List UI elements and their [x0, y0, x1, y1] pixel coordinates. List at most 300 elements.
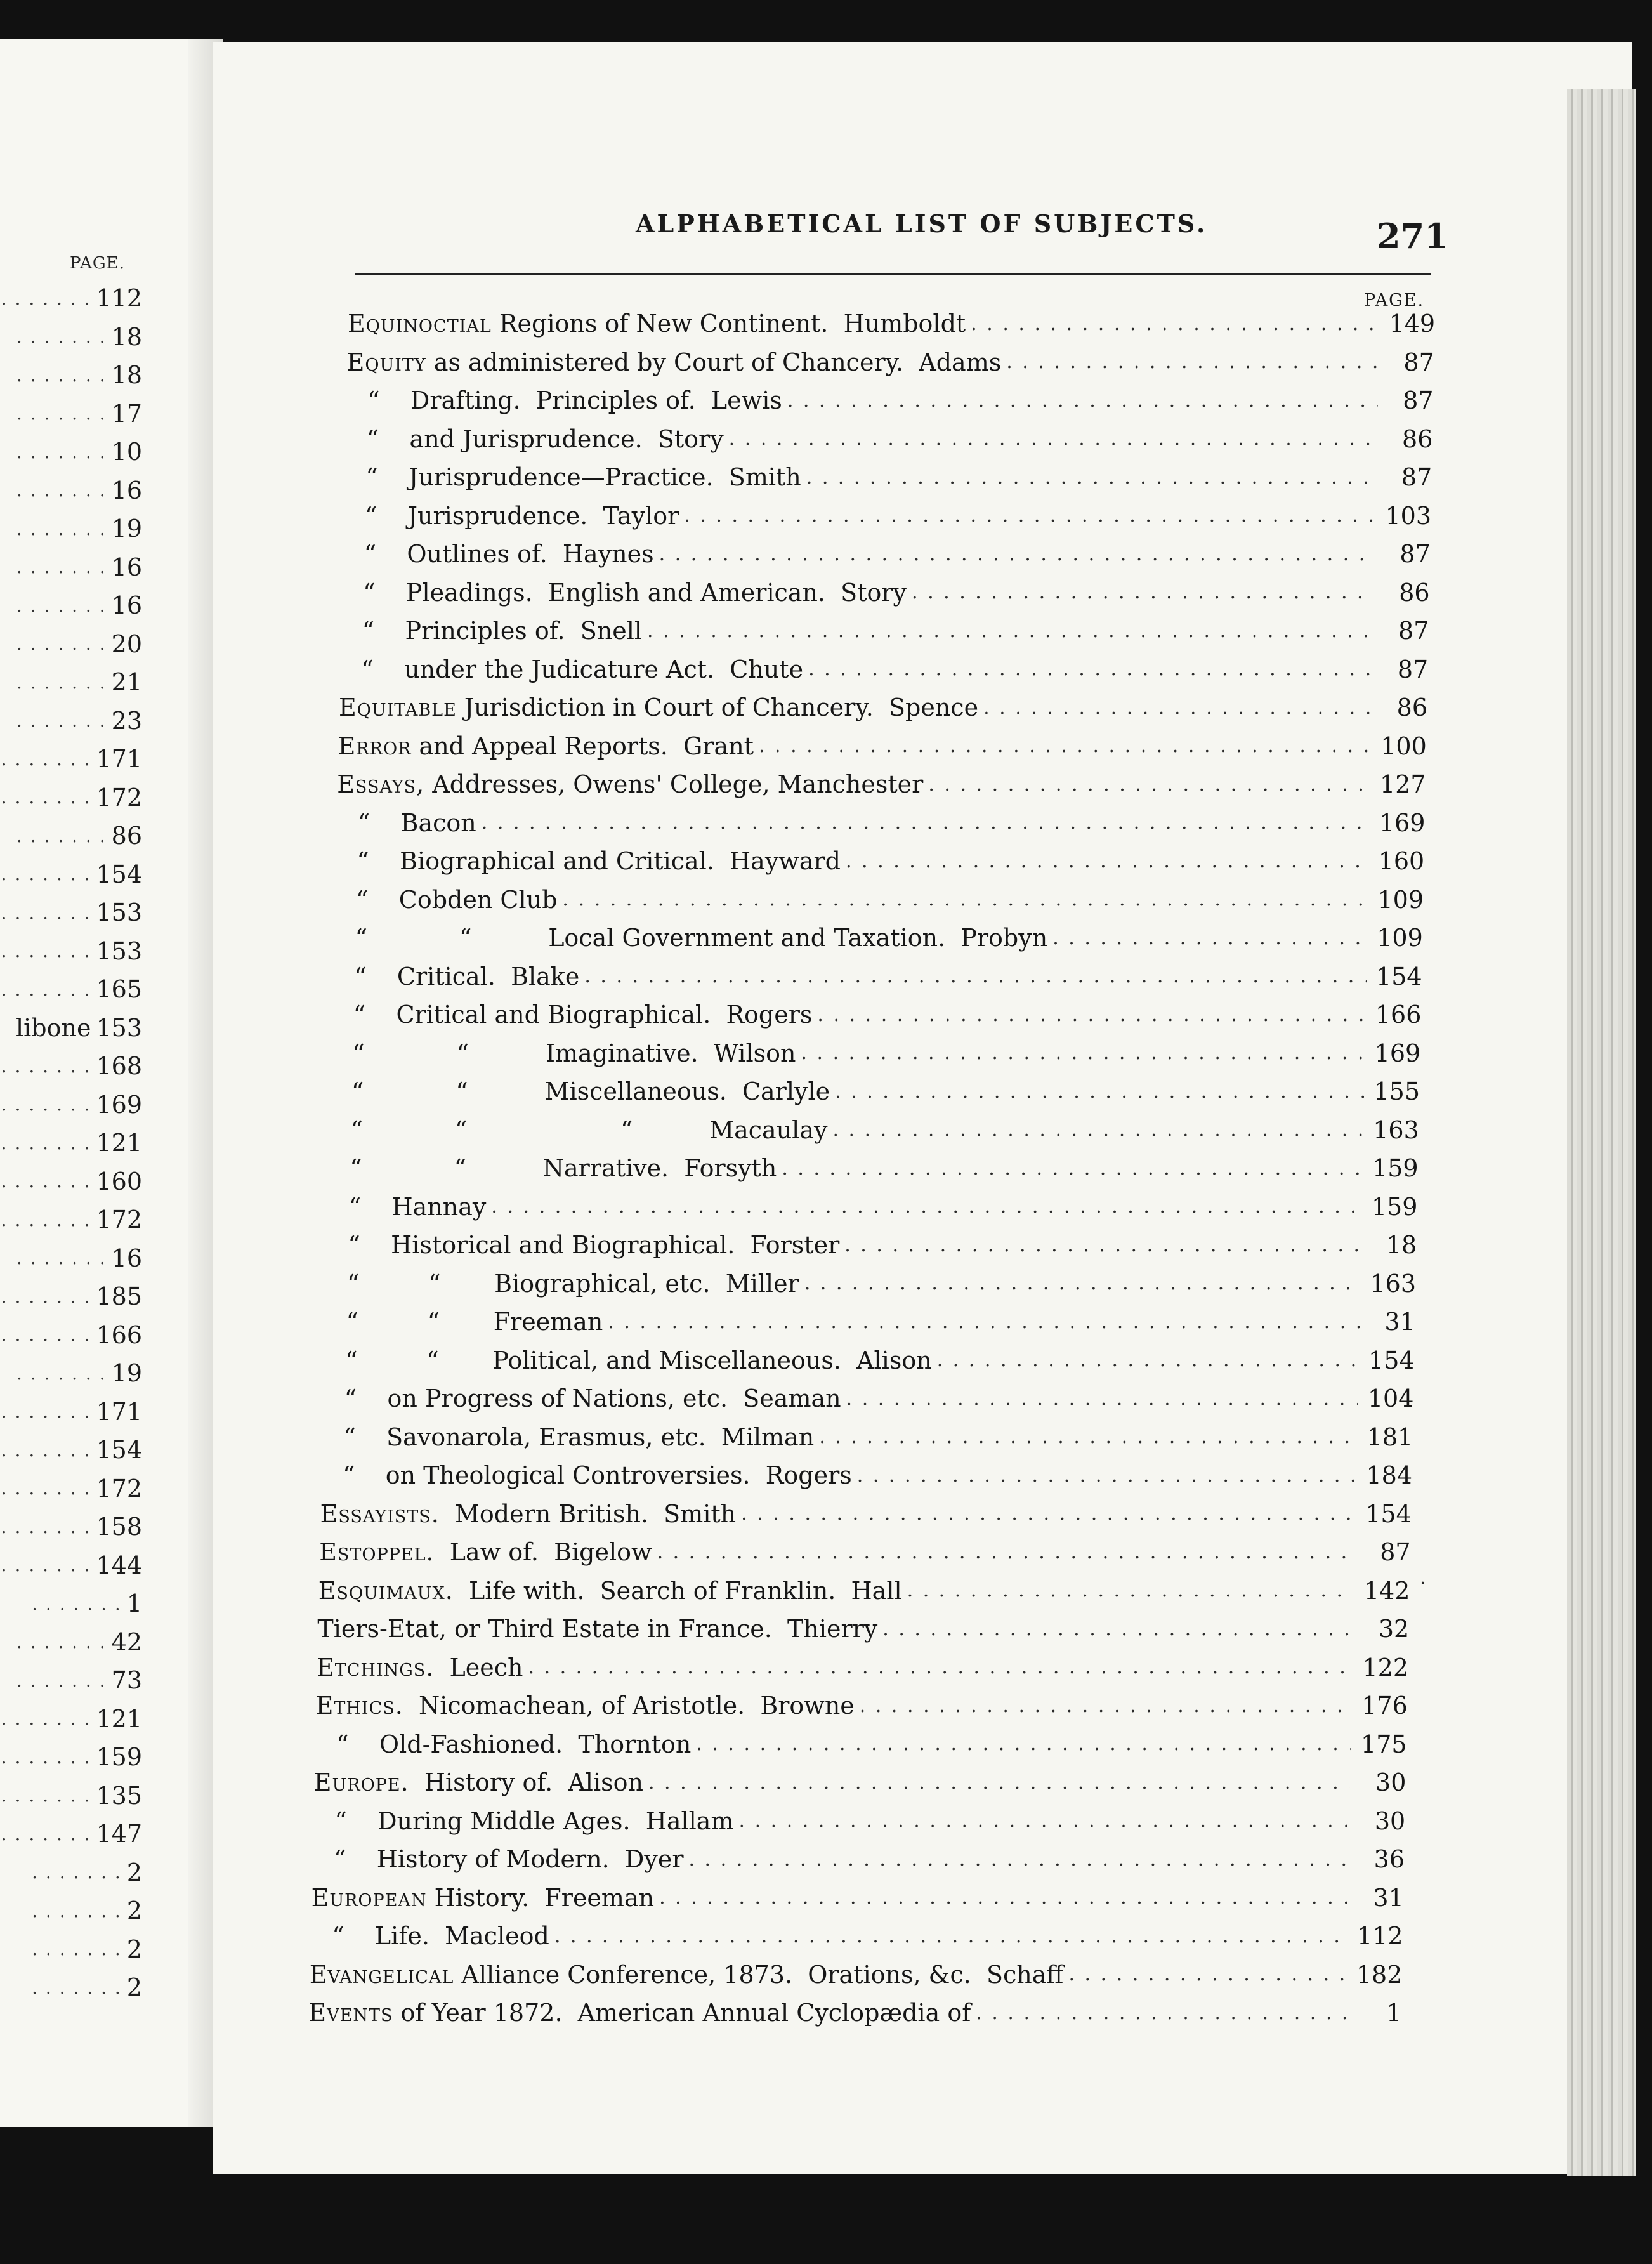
entry-page-number: 160: [1378, 847, 1425, 875]
entry-page-number: 112: [1357, 1922, 1403, 1950]
entry-text: [348, 1231, 839, 1259]
left-page-number: 121: [96, 1129, 142, 1157]
index-entry: [347, 1265, 1416, 1303]
left-page-number: 168: [96, 1052, 142, 1080]
leader-dots: . . . . . . .: [32, 1862, 122, 1883]
leader-dots: [659, 1886, 1348, 1909]
entry-page-number: 159: [1372, 1154, 1419, 1182]
entry-text: [348, 310, 966, 338]
entry-title: “ History of Modern. Dyer: [334, 1845, 684, 1873]
entry-page-number: 86: [1402, 425, 1433, 453]
index-entry: [337, 765, 1426, 803]
leader-dots: [729, 428, 1377, 450]
entry-title: Leech: [434, 1653, 523, 1682]
index-entry: [362, 612, 1429, 650]
leader-dots: . . . . . . .: [16, 1669, 107, 1691]
leader-dots: . . . . . . .: [1, 287, 91, 309]
left-page-row: [0, 1124, 142, 1162]
entry-title: “ and Jurisprudence. Story: [366, 425, 724, 453]
entry-text: [354, 963, 579, 991]
entry-text: [320, 1500, 737, 1528]
leader-dots: . . . . . . .: [32, 1593, 122, 1614]
entry-title: Regions of New Continent. Humboldt: [491, 310, 966, 338]
left-page-row: [0, 1047, 142, 1085]
index-entry: [367, 381, 1433, 419]
leader-dots: [835, 1081, 1364, 1103]
left-page-number: 158: [96, 1513, 142, 1541]
left-page-row: [0, 1930, 142, 1968]
entry-heading: Equitable: [339, 694, 457, 721]
entry-text: [338, 732, 754, 760]
entry-text: [364, 540, 654, 568]
leader-dots: . . . . . . .: [1, 1209, 91, 1230]
left-page-row: [0, 1968, 142, 2006]
index-entry: [351, 1072, 1420, 1110]
leader-dots: . . . . . . .: [32, 1938, 122, 1959]
entry-title: “ on Progress of Nations, etc. Seaman: [344, 1385, 841, 1412]
leader-dots: . . . . . . .: [1, 1555, 91, 1576]
index-entry: [343, 1418, 1413, 1456]
left-page-row: [0, 1738, 142, 1776]
entry-page-number: 159: [1371, 1192, 1418, 1221]
leader-dots: [684, 504, 1375, 527]
entry-title: “ Bacon: [357, 808, 476, 837]
entry-text: [365, 463, 801, 491]
left-page-number: 165: [96, 975, 142, 1003]
entry-page-number: 109: [1377, 924, 1423, 952]
left-page-row: [0, 356, 142, 394]
index-entry: [367, 420, 1433, 458]
entry-title: “ Principles of. Snell: [362, 617, 643, 645]
entry-page-number: 1: [1386, 1999, 1402, 2027]
left-page-number: 144: [96, 1551, 142, 1579]
entry-page-number: 103: [1385, 501, 1431, 530]
leader-dots: [846, 1388, 1358, 1410]
entry-title: Law of. Bigelow: [434, 1538, 652, 1566]
entry-title: “ Savonarola, Erasmus, etc. Milman: [343, 1423, 815, 1451]
left-page-row: [0, 817, 142, 855]
entry-heading: Ethics.: [315, 1692, 403, 1720]
index-entry: [343, 1456, 1412, 1494]
entry-page-number: 169: [1379, 808, 1426, 837]
entry-title: Addresses, Owens' College, Manchester: [424, 770, 924, 798]
index-entry: [348, 1226, 1417, 1264]
entry-title: “ Outlines of. Haynes: [364, 540, 654, 568]
leader-dots: [808, 658, 1372, 680]
index-entry: [349, 1188, 1418, 1226]
left-page-row: [0, 1162, 142, 1201]
leader-dots: . . . . . . .: [1, 1823, 91, 1845]
leader-dots: . . . . . . .: [16, 364, 107, 386]
left-page-number: 86: [111, 822, 142, 850]
left-page-number: 2: [126, 1973, 142, 2001]
entry-title: of Year 1872. American Annual Cyclopædia of: [393, 1999, 971, 2027]
entry-heading: Essays,: [337, 770, 425, 798]
left-page-number: 171: [96, 1397, 142, 1426]
entry-text: [347, 348, 1002, 376]
leader-dots: [782, 1157, 1362, 1180]
leader-dots: [1052, 927, 1367, 949]
left-page-number: 23: [111, 706, 142, 735]
left-page-number: 135: [96, 1781, 142, 1810]
entry-heading: Esquimaux.: [318, 1576, 454, 1605]
leader-dots: [806, 466, 1376, 489]
leader-dots: . . . . . . .: [1, 1094, 91, 1115]
leader-dots: . . . . . . .: [16, 518, 107, 539]
left-page-row: [0, 932, 142, 970]
left-page-row: [0, 1354, 142, 1392]
entry-title: “ Pleadings. English and American. Story: [363, 578, 907, 607]
left-page-number: 166: [96, 1320, 142, 1349]
entry-text: [310, 1961, 1064, 1989]
left-page-row: [0, 510, 142, 548]
leader-dots: [912, 581, 1374, 603]
entry-title: “ “ Imaginative. Wilson: [352, 1039, 796, 1067]
entry-heading: Estoppel.: [319, 1538, 435, 1566]
entry-title: “ Critical and Biographical. Rogers: [353, 1001, 813, 1029]
entry-text: [367, 425, 724, 453]
index-entry: [317, 1649, 1408, 1687]
index-entry: [317, 1610, 1409, 1648]
left-page-number: 153: [96, 1013, 142, 1042]
leader-dots: [739, 1810, 1350, 1832]
left-page-row: [0, 663, 142, 701]
entry-title: “ Critical. Blake: [354, 962, 580, 991]
index-entry: [318, 1572, 1410, 1610]
leader-dots: [608, 1311, 1359, 1333]
left-page-number: 18: [111, 322, 142, 351]
entry-page-number: 166: [1375, 1001, 1422, 1029]
index-entry: [365, 458, 1432, 496]
left-page-row: [0, 1277, 142, 1315]
index-entry: [350, 1149, 1418, 1187]
entry-title: “ “ Political, and Miscellaneous. Alison: [345, 1346, 932, 1374]
left-page-number: 2: [126, 1935, 142, 1963]
entry-title: “ Hannay: [348, 1192, 487, 1221]
left-page-number: 153: [96, 898, 142, 926]
entry-page-number: 87: [1397, 655, 1429, 683]
entry-text: [345, 1346, 932, 1374]
entry-title: and Appeal Reports. Grant: [411, 732, 754, 760]
leader-dots: [846, 850, 1368, 872]
left-page-number: 172: [96, 783, 142, 812]
left-page-row: [0, 1777, 142, 1815]
left-page-row: [0, 548, 142, 586]
left-page-row: [0, 1700, 142, 1738]
leader-dots: [584, 965, 1366, 987]
entry-text: [343, 1423, 814, 1451]
entry-text: [343, 1461, 852, 1489]
entry-page-number: 169: [1374, 1039, 1421, 1067]
entry-text: [344, 1385, 841, 1412]
entry-page-number: 154: [1365, 1499, 1412, 1528]
entry-text: [316, 1692, 855, 1720]
entry-title: Modern British. Smith: [439, 1499, 737, 1528]
left-page-row: [0, 1201, 142, 1239]
entry-page-number: 175: [1361, 1730, 1407, 1758]
leader-dots: [659, 543, 1375, 565]
index-entry: [334, 1802, 1405, 1840]
left-page-row: [0, 1239, 142, 1277]
entry-text: [367, 386, 782, 414]
entry-page-number: 149: [1389, 310, 1435, 338]
left-page-row: [0, 1853, 142, 1892]
left-page-number: 17: [111, 399, 142, 428]
entry-text: [358, 809, 476, 837]
entry-title: “ “ Local Government and Taxation. Probyn: [355, 924, 1048, 952]
left-page-number: 20: [111, 629, 142, 658]
left-page-number: 154: [96, 860, 142, 888]
left-page-row: [0, 1470, 142, 1508]
leader-dots: . . . . . . .: [32, 1900, 122, 1921]
entry-text: [365, 502, 679, 530]
entry-page-number: 87: [1403, 386, 1434, 414]
entry-heading: Error: [338, 732, 412, 760]
leader-dots: [648, 1772, 1350, 1794]
entry-page-number: 155: [1373, 1077, 1420, 1105]
entry-text: [347, 1270, 799, 1298]
left-page-row: [0, 1316, 142, 1354]
leader-dots: . . . . . . .: [16, 1631, 107, 1652]
entry-heading: Essayists.: [320, 1499, 440, 1528]
entry-page-number: 182: [1356, 1960, 1403, 1989]
leader-dots: . . . . . . .: [1, 1171, 91, 1192]
entry-heading: Etchings.: [317, 1653, 435, 1682]
entry-title: “ Historical and Biographical. Forster: [348, 1231, 840, 1259]
page-header-title: ALPHABETICAL LIST OF SUBJECTS.: [636, 209, 1208, 238]
entry-page-number: 87: [1398, 617, 1429, 645]
leader-dots: . . . . . . .: [16, 633, 107, 654]
entry-heading: Europe.: [313, 1768, 409, 1796]
leader-dots: [860, 1695, 1352, 1717]
leader-dots: . . . . . . .: [1, 1439, 91, 1461]
entry-page-number: 104: [1367, 1385, 1414, 1412]
leader-dots: [882, 1618, 1353, 1640]
entry-text: [311, 1884, 654, 1912]
entry-title: Nicomachean, of Aristotle. Browne: [403, 1692, 855, 1720]
leader-dots: [696, 1733, 1351, 1755]
left-page-number: 160: [96, 1167, 142, 1195]
entry-page-number: 127: [1380, 770, 1426, 798]
leader-dots: libone: [15, 1013, 91, 1042]
index-entry: [345, 1341, 1414, 1379]
entry-title: “ Jurisprudence—Practice. Smith: [365, 463, 801, 491]
left-page-number: 147: [96, 1820, 142, 1848]
entry-title: “ “ “ Macaulay: [350, 1116, 828, 1144]
index-entry: [320, 1495, 1412, 1533]
entry-heading: Evangelical: [309, 1960, 454, 1989]
index-entry: [355, 919, 1423, 957]
left-page-row: [0, 1623, 142, 1661]
index-entry: [347, 343, 1434, 381]
entry-page-number: 154: [1376, 962, 1422, 991]
entry-text: [337, 770, 923, 798]
leader-dots: . . . . . . .: [1, 978, 91, 1000]
leader-dots: . . . . . . .: [1, 1708, 91, 1729]
leader-dots: . . . . . . .: [16, 710, 107, 731]
entry-text: [308, 1999, 971, 2027]
index-entry: [338, 727, 1427, 765]
left-page-row: [0, 1661, 142, 1699]
index-entry: [344, 1379, 1414, 1418]
index-entry: [332, 1917, 1403, 1955]
left-page-row: [0, 779, 142, 817]
left-page-row: [0, 1892, 142, 1930]
entry-page-number: 87: [1403, 348, 1434, 376]
leader-dots: [554, 1925, 1347, 1947]
leader-dots: [787, 390, 1378, 412]
left-page-row: [0, 702, 142, 740]
left-page-number: 2: [126, 1858, 142, 1886]
leader-dots: . . . . . . .: [1, 1286, 91, 1307]
left-page-row: [0, 1086, 142, 1124]
leader-dots: [482, 812, 1370, 834]
leader-dots: . . . . . . .: [1, 1785, 91, 1806]
leader-dots: . . . . . . .: [16, 671, 107, 693]
entry-text: [339, 694, 978, 721]
entry-page-number: 142: [1363, 1576, 1410, 1605]
left-page-row: [0, 1393, 142, 1431]
entry-page-number: 163: [1373, 1116, 1419, 1144]
leader-dots: [804, 1272, 1360, 1294]
entry-page-number: 181: [1367, 1423, 1413, 1451]
left-page-number: 19: [111, 1359, 142, 1387]
leader-dots: [1006, 351, 1379, 373]
leader-dots: . . . . . . .: [16, 480, 107, 501]
entry-title: History. Freeman: [426, 1883, 655, 1912]
left-page-row: [0, 1815, 142, 1853]
leader-dots: . . . . . . .: [1, 1746, 91, 1768]
leader-dots: . . . . . . .: [16, 556, 107, 577]
entry-text: [351, 1116, 828, 1144]
leader-dots: . . . . . . .: [16, 825, 107, 846]
entry-title: “ Old-Fashioned. Thornton: [336, 1730, 692, 1758]
entry-text: [351, 1077, 830, 1105]
leader-dots: . . . . . . .: [1, 1132, 91, 1154]
index-entry: [365, 497, 1431, 535]
entry-page-number: 100: [1380, 732, 1427, 760]
entry-heading: Events: [308, 1999, 393, 2027]
entry-title: “ “ Narrative. Forsyth: [350, 1154, 777, 1182]
entry-page-number: 87: [1401, 463, 1432, 491]
left-page-number: 1: [126, 1589, 142, 1617]
leader-dots: . . . . . . .: [1, 1324, 91, 1345]
left-page-row: [0, 279, 142, 317]
entry-heading: Equinoctial: [348, 310, 492, 338]
left-page-number: 16: [111, 1244, 142, 1272]
entry-text: [356, 886, 557, 914]
entry-heading: Equity: [346, 348, 426, 376]
entry-text: [332, 1922, 549, 1950]
left-page-number: 159: [96, 1743, 142, 1771]
entry-page-number: 122: [1362, 1653, 1408, 1682]
leader-dots: [1068, 1963, 1346, 1985]
index-entry: [356, 881, 1424, 919]
leader-dots: . . . . . . .: [16, 1247, 107, 1268]
left-page-number: 169: [96, 1090, 142, 1119]
left-page-col-label: PAGE.: [70, 254, 125, 273]
entry-text: [317, 1615, 877, 1643]
index-entry: [314, 1763, 1406, 1801]
index-entry: [319, 1533, 1410, 1571]
leader-dots: [491, 1195, 1361, 1218]
index-entry: [346, 1303, 1415, 1341]
leader-dots: . . . . . . .: [1, 787, 91, 808]
leader-dots: [657, 1541, 1355, 1563]
leader-dots: [801, 1042, 1365, 1064]
index-entry: [353, 996, 1422, 1034]
left-page-row: [0, 1009, 142, 1047]
entry-text: [355, 924, 1048, 952]
leader-dots: [562, 888, 1368, 911]
entry-title: “ under the Judicature Act. Chute: [361, 655, 804, 683]
leader-dots: [741, 1503, 1356, 1525]
entry-page-number: 86: [1399, 578, 1430, 607]
leader-dots: [528, 1656, 1353, 1678]
entry-text: [352, 1039, 796, 1067]
left-page-number: 16: [111, 591, 142, 619]
index-entry: [339, 688, 1427, 727]
index-entry: [316, 1687, 1408, 1725]
left-page-number: 16: [111, 553, 142, 581]
entry-title: “ Drafting. Principles of. Lewis: [367, 386, 782, 414]
index-entry: [334, 1840, 1405, 1878]
leader-dots: . . . . . . .: [1, 1401, 91, 1422]
entry-text: [336, 1730, 691, 1758]
index-entry: [336, 1725, 1406, 1763]
index-entry: [311, 1879, 1404, 1917]
entry-title: Tiers-Etat, or Third Estate in France. Thierry: [317, 1615, 878, 1643]
entry-text: [363, 579, 907, 607]
left-page-row: [0, 970, 142, 1008]
entry-heading: European: [311, 1883, 427, 1912]
leader-dots: . . . . . . .: [1, 940, 91, 961]
index-entry: [354, 958, 1422, 996]
left-page-row: [0, 395, 142, 433]
page-edge: [1567, 89, 1636, 2176]
left-page-number: 154: [96, 1436, 142, 1464]
index-entry: [361, 650, 1428, 688]
left-page-number: 21: [111, 668, 142, 696]
left-page-row: [0, 433, 142, 471]
entry-title: “ on Theological Controversies. Rogers: [343, 1461, 852, 1489]
left-page-number: 19: [111, 515, 142, 543]
entry-text: [362, 617, 642, 645]
entry-title: Life with. Search of Franklin. Hall: [453, 1576, 902, 1605]
left-page-number: 172: [96, 1206, 142, 1234]
left-page-number: 18: [111, 361, 142, 389]
entry-page-number: 154: [1368, 1346, 1415, 1374]
entry-text: [317, 1654, 523, 1682]
index-entry: [348, 305, 1435, 343]
left-page-number: 16: [111, 476, 142, 504]
leader-dots: . . . . . . .: [16, 403, 107, 424]
left-page-number: 153: [96, 937, 142, 965]
leader-dots: . . . . . . .: [1, 748, 91, 770]
entry-text: [349, 1193, 487, 1221]
leader-dots: . . . . . . .: [1, 1055, 91, 1077]
entry-title: Jurisdiction in Court of Chancery. Spence: [456, 694, 979, 721]
entry-page-number: 184: [1366, 1461, 1412, 1489]
entry-page-number: 18: [1386, 1231, 1417, 1259]
left-page-row: [0, 586, 142, 624]
leader-dots: . . . . . . .: [1, 902, 91, 923]
leader-dots: . . . . . . .: [1, 864, 91, 885]
left-page-number: 171: [96, 745, 142, 773]
left-page-row: [0, 625, 142, 663]
entry-page-number: 87: [1380, 1538, 1411, 1566]
leader-dots: [983, 697, 1372, 719]
